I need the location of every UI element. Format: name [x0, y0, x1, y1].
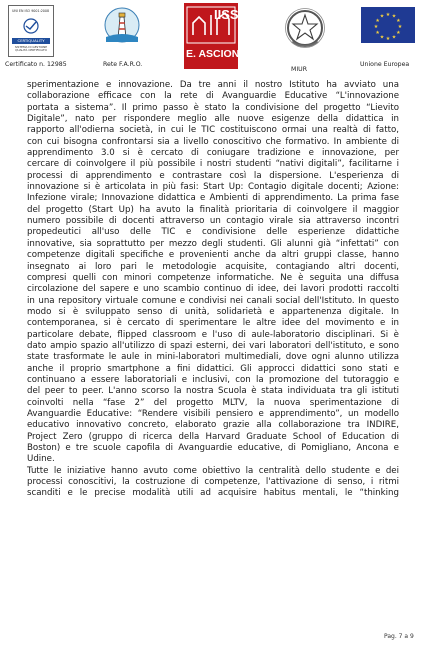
text-line: competenze digitali specifiche e provenienti anche da altri gruppi classe, hanno [27, 250, 399, 261]
text-line: rapporto all'odierna società, in cui le TIC costituiscono ormai una realtà di fatto, [27, 125, 399, 136]
iiss-logo-name: E. ASCIONE [186, 48, 247, 60]
text-line: modo si è sviluppato senso di unità, solidarietà e appartenenza digitale. In [27, 306, 399, 317]
svg-text:★: ★ [391, 34, 397, 41]
svg-text:★: ★ [396, 30, 401, 36]
cert-logo-name: CERTIQUALITY [12, 38, 50, 44]
miur-caption: MIUR [291, 66, 307, 73]
text-line: sperimentazione e innovazione. Da tre anni il nostro Istituto ha avviato una [27, 80, 399, 90]
svg-text:★: ★ [391, 13, 397, 20]
text-line: cercare di coinvolgere il più possibile i nostri studenti “nativi digitali”, facilitarne i [27, 159, 399, 170]
body-text [27, 80, 399, 500]
cert-logo-mark [22, 18, 40, 34]
text-line: contemporanea, si è cercato di sperimentare le altre idee del movimento e in [27, 318, 399, 329]
text-line: Project Zero (gruppo di ricerca della Harvard Graduate School of Education di [27, 431, 399, 442]
svg-text:★: ★ [385, 36, 391, 42]
svg-text:★: ★ [373, 24, 379, 30]
text-line: Boston) e tre scuole capofila di Avanguardie educative, di Pomigliano, Ancona e [27, 443, 399, 453]
iiss-logo-title: IISS [214, 7, 239, 22]
cert-logo-standard: UNI EN ISO 9001:2008 [12, 9, 50, 13]
text-line: educativo innovativo concreto, elaborato grazie alla collaborazione tra INDIRE, [27, 420, 399, 431]
svg-text:★: ★ [397, 24, 403, 30]
italian-republic-emblem [284, 6, 326, 52]
text-line: collaborazione efficace con la rete di Avanguardie Educative “L'innovazione [27, 91, 399, 102]
text-line: scanditi e le precise modalità utili ad acquisire habitus mentali, le “thinking [27, 488, 399, 499]
text-line: continuano a essere laboratoriali e inclusivi, con la promozione del tutoraggio e [27, 374, 399, 385]
text-line: coinvolti nella “fase 2” del progetto MLTV, la nuova sperimentazione di [27, 397, 399, 408]
paragraph-2 [27, 466, 399, 500]
svg-text:★: ★ [379, 13, 385, 20]
text-line: circolazione del sapere e uno scambio continuo di idee, dei lavori prodotti raccolti [27, 284, 399, 295]
iiss-ascione-logo [180, 3, 247, 69]
text-line: numero possibile di docenti attraverso un contagio virale sia attraverso incontri [27, 216, 399, 227]
text-line: particolare debate, flipped classroom e l'uso di aule-laboratorio disciplinari. Si è [27, 329, 399, 340]
eu-flag [361, 7, 415, 43]
svg-text:★: ★ [375, 30, 380, 36]
text-line: con cui bisogna confrontarsi sia a livello conoscitivo che formativo. In ambiente di [27, 136, 399, 147]
page-number: Pag. 7 a 9 [384, 633, 414, 640]
paragraph-1 [27, 80, 399, 466]
text-line: Avanguardie Educative: “Rendere visibili pensiero e apprendimento”, un modello [27, 408, 399, 419]
text-line: Udine. [27, 454, 55, 465]
text-line: innovative, sia soprattutto per mezzo degli studenti. Gli alunni già “infettati” con [27, 238, 399, 249]
text-line: anche il proprio smartphone a fini didattici. Gli approcci didattici sono stati e [27, 363, 399, 374]
text-line: del progetto (Start Up) ha avuto la finalità prioritaria di coinvolgere il maggior [27, 204, 399, 215]
text-line: processi di apprendimento e contrastare così la dispersione. L'esperienza di [27, 170, 399, 181]
text-line: propedeutici all'uso delle TIC e condivisione delle esperienze didattiche [27, 227, 399, 238]
eu-caption: Unione Europea [360, 61, 410, 68]
text-line: apprendimento 3.0 si è cercato di coniugare tradizione e innovazione, per [27, 148, 399, 159]
text-line: processi conoscitivi, la costruzione di competenze, l'attivazione di senso, i ritmi [27, 477, 399, 488]
svg-text:★: ★ [379, 34, 385, 41]
text-line: Digitale”, nato per rispondere meglio alle nuove esigenze della didattica in [27, 114, 399, 125]
text-line: dato ampio spazio all'utilizzo di spazi esterni, dei vari laboratori dell'istituto, e sono [27, 340, 399, 351]
letterhead [0, 0, 427, 82]
text-line: compresi quelli con minori competenze informatiche. Ne è seguita una diffusa [27, 272, 399, 283]
text-line: state trasformate le aule in mini-laboratori multimediali, dove ogni alunno utilizza [27, 352, 399, 363]
svg-text:★: ★ [396, 18, 401, 24]
faro-caption: Rete F.A.R.O. [103, 61, 143, 68]
rete-faro-logo [104, 5, 140, 53]
text-line: Infezione virale; Innovazione didattica e Ambienti di apprendimento. La prima fase [27, 193, 399, 204]
cert-logo-subtitle: SISTEMA DI GESTIONE QUALITÀ CERTIFICATO [14, 45, 48, 53]
text-line: in una repository virtuale comune e condivisi nei canali social dell'Istituto. In questo [27, 295, 399, 306]
text-line: insegnato ai loro pari le metodologie acquisite, contagiando altri docenti, [27, 261, 399, 272]
cert-caption: Certificato n. 12985 [5, 61, 67, 68]
svg-text:★: ★ [375, 18, 380, 24]
certiquality-logo [8, 5, 54, 57]
text-line: portata a sistema”. Il primo passo è stato la condivisione del progetto “Lievito [27, 102, 399, 113]
svg-text:★: ★ [385, 12, 391, 18]
text-line: del peer to peer. L'anno scorso la nostra Scuola è stata individuata tra gli istituti [27, 386, 399, 397]
text-line: Tutte le iniziative hanno avuto come obiettivo la centralità dello studente e dei [27, 465, 399, 476]
text-line: innovazione si è articolata in più fasi: Start Up: Contagio digitale docenti; Azione: [27, 182, 399, 193]
